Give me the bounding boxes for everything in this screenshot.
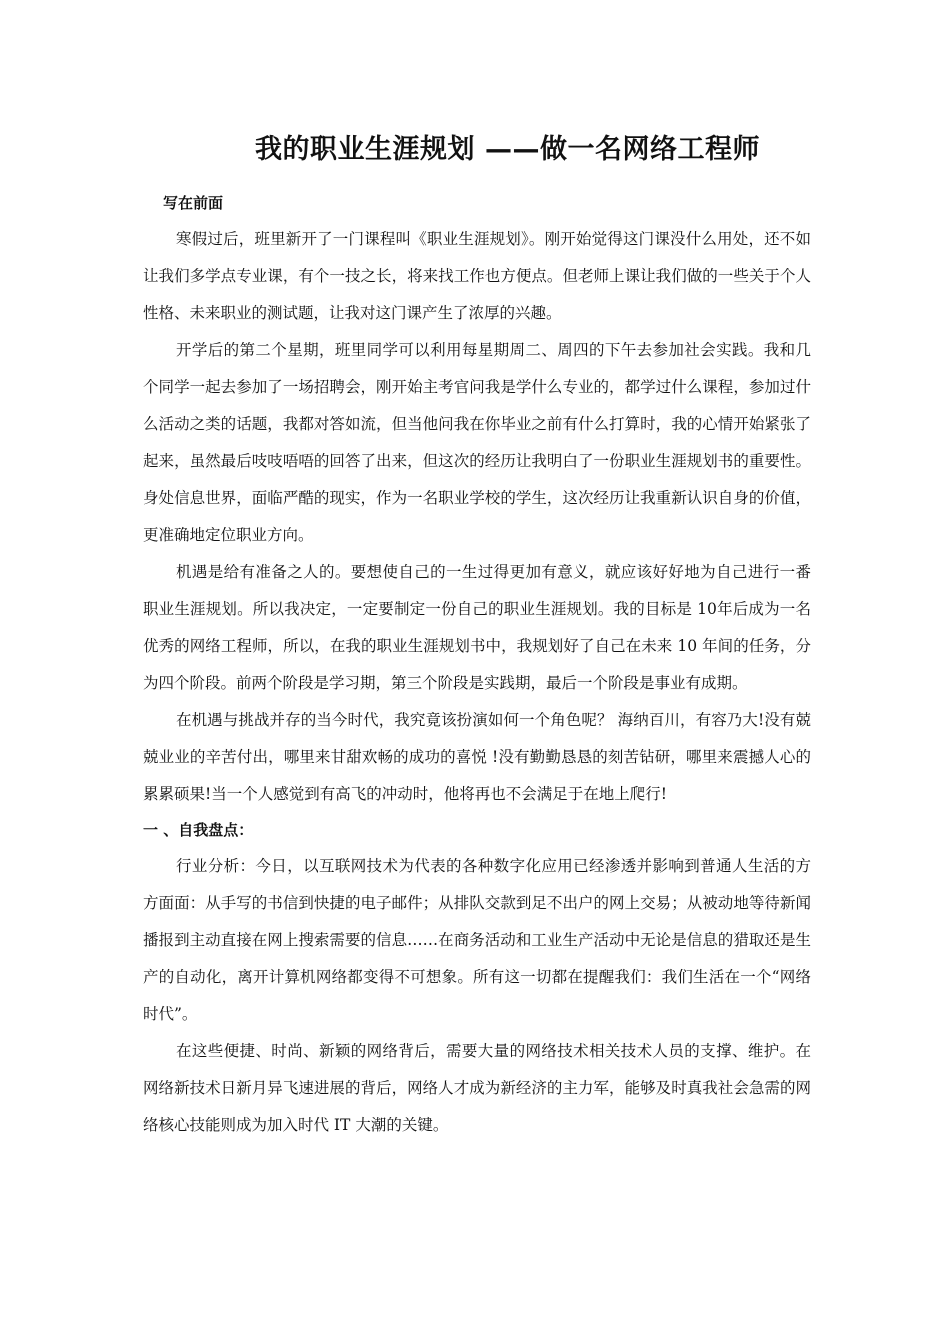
paragraph: 行业分析：今日，以互联网技术为代表的各种数字化应用已经渗透并影响到普通人生活的方方面面：从手写的书信到快捷的电子邮件；从排队交款到足不出户的网上交易；从被动地等待新闻播报到主动直接在网上搜索需要的信息……在商务活动和工业生产活动中无论是信息的猎取还是生产的自动化，离开计算机网络都变得不可想象。所有这一切都在提醒我们：我们生活在一个“网络时代”。 [143, 857, 811, 1023]
paragraph: 寒假过后，班里新开了一门课程叫《职业生涯规划》。刚开始觉得这门课没什么用处，还不如让我们多学点专业课，有个一技之长，将来找工作也方便点。但老师上课让我们做的一些关于个人性格、未来职业的测试题，让我对这门课产生了浓厚的兴趣。 [143, 230, 811, 322]
paragraph: 开学后的第二个星期，班里同学可以利用每星期周二、周四的下午去参加社会实践。我和几个同学一起去参加了一场招聘会，刚开始主考官问我是学什么专业的，都学过什么课程，参加过什么活动之类的话题，我都对答如流，但当他问我在你毕业之前有什么打算时，我的心情开始紧张了起来，虽然最后吱吱唔唔的回答了出来，但这次的经历让我明白了一份职业生涯规划书的重要性。身处信息世界，面临严酷的现实，作为一名职业学校的学生，这次经历让我重新认识自身的价值，更准确地定位职业方向。 [143, 341, 811, 544]
document-body [143, 186, 811, 1144]
paragraph: 机遇是给有准备之人的。要想使自己的一生过得更加有意义，就应该好好地为自己进行一番职业生涯规划。所以我决定，一定要制定一份自己的职业生涯规划。我的目标是 10年后成为一名优秀的网络工程师，所以，在我的职业生涯规划书中，我规划好了自己在未来 10 年间的任务，分为四个阶段。前两个阶段是学习期，第三个阶段是实践期，最后一个阶段是事业有成期。 [143, 563, 811, 692]
section-heading-preface: 写在前面 [163, 194, 224, 212]
document-title: 我的职业生涯规划 ——做一名网络工程师 [255, 134, 760, 165]
section-heading-self-inventory: 一 、自我盘点： [143, 821, 254, 839]
paragraph: 在机遇与挑战并存的当今时代，我究竟该扮演如何一个角色呢？ 海纳百川，有容乃大!没有兢兢业业的辛苦付出，哪里来甘甜欢畅的成功的喜悦 !没有勤勤恳恳的刻苦钻研，哪里来震撼人心的累累硕果!当一个人感觉到有高飞的冲动时，他将再也不会满足于在地上爬行! [143, 711, 811, 803]
paragraph: 在这些便捷、时尚、新颖的网络背后，需要大量的网络技术相关技术人员的支撑、维护。在网络新技术日新月异飞速进展的背后，网络人才成为新经济的主力军，能够及时真我社会急需的网络核心技能则成为加入时代 IT 大潮的关键。 [143, 1042, 811, 1134]
